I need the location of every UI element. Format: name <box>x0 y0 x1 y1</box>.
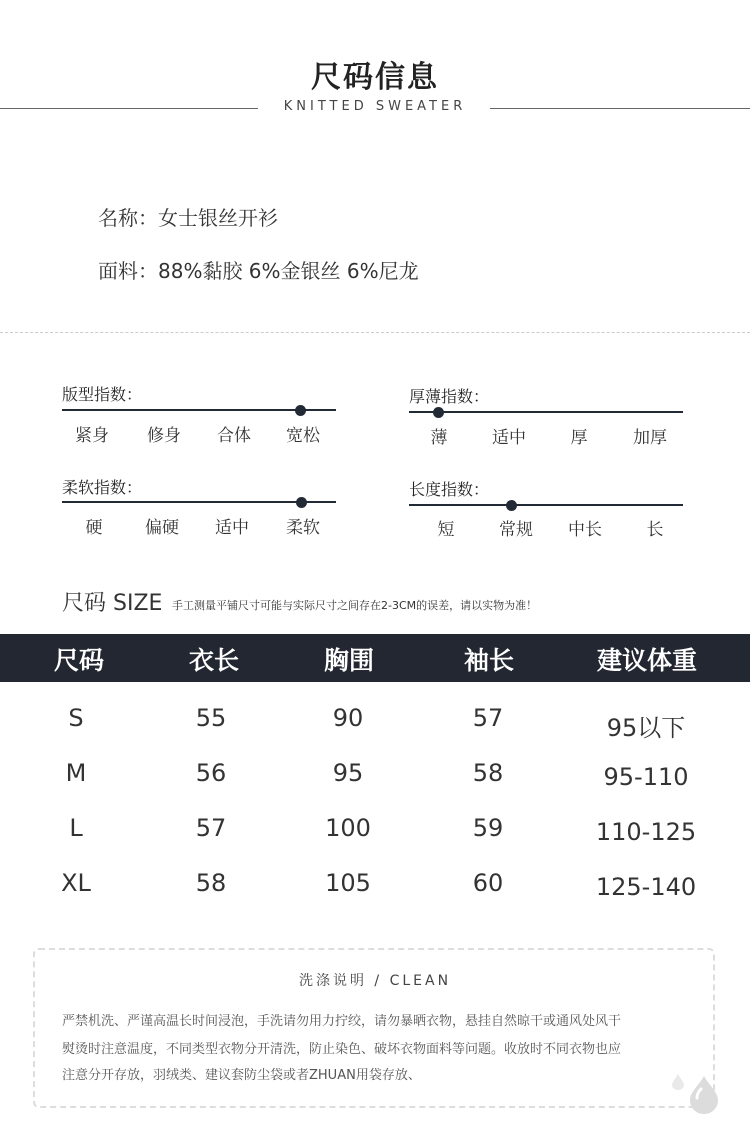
table-cell: 59 <box>472 814 504 842</box>
table-header-size: 尺码 <box>53 646 105 675</box>
table-cell: M <box>65 759 87 787</box>
table-cell: 57 <box>195 814 227 842</box>
thickness-index-bar <box>409 411 683 413</box>
table-cell: 95以下 <box>606 714 686 742</box>
table-cell: 100 <box>325 814 371 842</box>
table-cell: 105 <box>325 869 371 897</box>
length-index-bar <box>409 504 683 506</box>
table-cell: 56 <box>195 759 227 787</box>
softness-option: 适中 <box>215 518 249 538</box>
title-divider-right <box>490 108 750 109</box>
table-cell: 60 <box>472 869 504 897</box>
thickness-index-marker <box>433 407 444 418</box>
fit-option: 紧身 <box>75 426 109 446</box>
table-cell: 95-110 <box>603 763 689 791</box>
fit-index-marker <box>295 405 306 416</box>
table-cell: 58 <box>472 759 504 787</box>
table-header-length: 衣长 <box>188 646 240 675</box>
table-header-chest: 胸围 <box>323 646 375 675</box>
length-option: 常规 <box>499 520 533 540</box>
table-cell: 90 <box>332 704 364 732</box>
fit-option: 合体 <box>217 426 251 446</box>
product-name: 名称：女士银丝开衫 <box>98 206 278 230</box>
table-cell: 125-140 <box>595 873 697 901</box>
softness-option: 偏硬 <box>145 518 179 538</box>
thickness-option: 加厚 <box>633 428 667 448</box>
fit-option: 修身 <box>147 426 181 446</box>
size-heading: 尺码 SIZE <box>62 591 163 616</box>
softness-index-bar <box>62 501 336 503</box>
care-text-line: 注意分开存放，羽绒类、建议套防尘袋或者ZHUAN用袋存放、 <box>62 1068 421 1083</box>
length-option: 长 <box>646 520 664 540</box>
care-title: 洗涤说明 / CLEAN <box>298 973 452 989</box>
table-cell: 55 <box>195 704 227 732</box>
length-option: 中长 <box>568 520 602 540</box>
length-index-label: 长度指数： <box>409 480 490 499</box>
thickness-index-label: 厚薄指数： <box>409 387 490 406</box>
title-divider-left <box>0 108 258 109</box>
care-text-line: 熨烫时注意温度，不同类型衣物分开清洗，防止染色、破坏衣物面料等问题。收放时不同衣物也应 <box>62 1042 622 1057</box>
softness-index-label: 柔软指数： <box>62 478 143 497</box>
table-cell: L <box>69 814 83 842</box>
table-cell: XL <box>61 869 91 897</box>
table-cell: 57 <box>472 704 504 732</box>
size-note: 手工测量平铺尺寸可能与实际尺寸之间存在2-3CM的误差，请以实物为准！ <box>172 599 538 612</box>
softness-option: 硬 <box>85 518 103 538</box>
table-cell: 58 <box>195 869 227 897</box>
softness-option: 柔软 <box>286 518 320 538</box>
length-option: 短 <box>437 520 455 540</box>
page-subtitle: KNITTED SWEATER <box>283 99 467 114</box>
thickness-option: 适中 <box>492 428 526 448</box>
table-cell: S <box>68 704 84 732</box>
table-cell: 95 <box>332 759 364 787</box>
fit-index-label: 版型指数： <box>62 385 143 404</box>
softness-index-marker <box>296 497 307 508</box>
length-index-marker <box>506 500 517 511</box>
care-text-line: 严禁机洗、严谨高温长时间浸泡，手洗请勿用力拧绞，请勿暴晒衣物，悬挂自然晾干或通风处风干 <box>62 1014 622 1029</box>
table-header-weight: 建议体重 <box>596 646 698 675</box>
product-fabric: 面料：88%黏胶 6%金银丝 6%尼龙 <box>98 259 419 283</box>
table-cell: 110-125 <box>595 818 697 846</box>
page-title: 尺码信息 <box>311 60 439 95</box>
section-divider <box>0 332 750 333</box>
thickness-option: 薄 <box>430 428 448 448</box>
thickness-option: 厚 <box>570 428 588 448</box>
fit-option: 宽松 <box>286 426 320 446</box>
table-header-sleeve: 袖长 <box>463 646 515 675</box>
water-drop-icon <box>668 1068 724 1118</box>
